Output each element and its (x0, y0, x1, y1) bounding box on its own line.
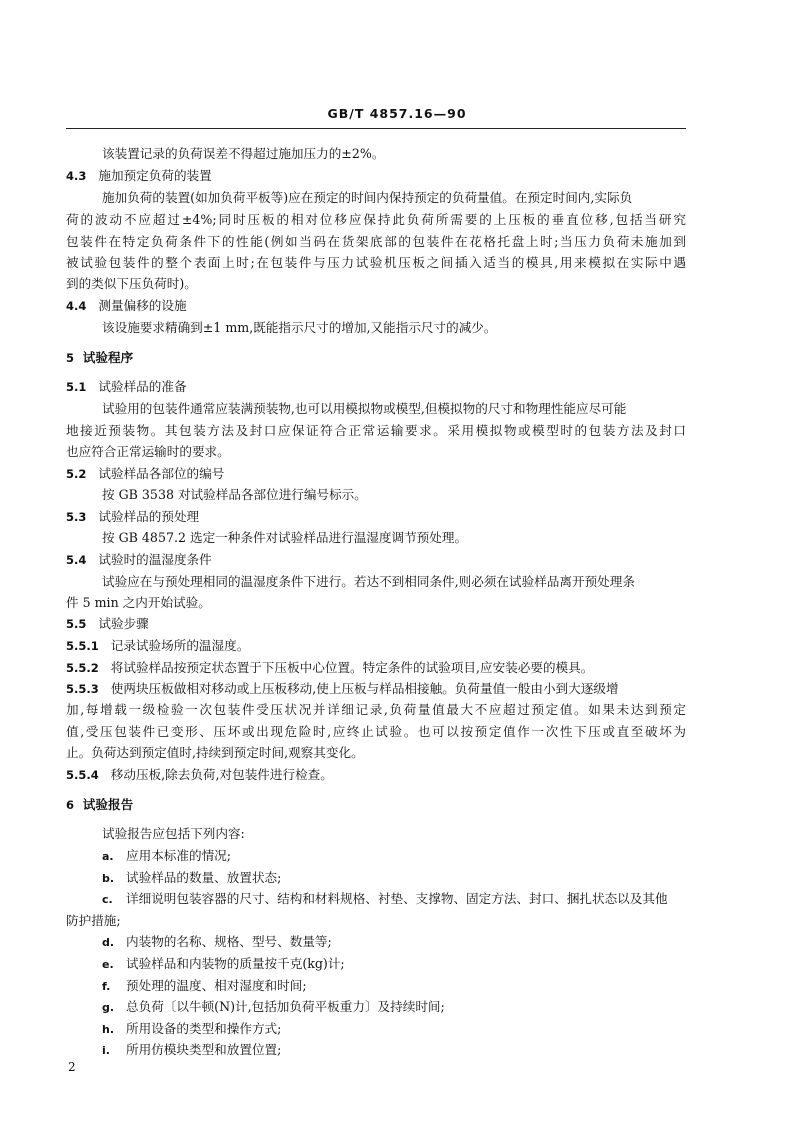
list-item: c. 详细说明包装容器的尺寸、结构和材料规格、衬垫、支撑物、固定方法、封口、捆扎状态以及其他 (102, 891, 668, 906)
list-item: f. 预处理的温度、相对湿度和时间; (102, 978, 307, 993)
paragraph-line: 按 GB 3538 对试验样品各部位进行编号标示。 (102, 487, 367, 502)
section-5-1-heading: 5.1 试验样品的准备 (66, 379, 187, 394)
paragraph-line: 加,每增载一级检验一次包装件受压状况并详细记录,负荷量值最大不应超过预定值。如果未达到预定 (66, 702, 686, 717)
section-5-3-heading: 5.3 试验样品的预处理 (66, 509, 200, 524)
list-item: g. 总负荷〔以牛顿(N)计,包括加负荷平板重力〕及持续时间; (102, 999, 445, 1014)
paragraph-line: 荷的波动不应超过±4%;同时压板的相对位移应保持此负荷所需要的上压板的垂直位移,包括当研究 (66, 212, 686, 227)
paragraph-line: 按 GB 4857.2 选定一种条件对试验样品进行温湿度调节预处理。 (102, 530, 468, 545)
section-5-5-4: 5.5.4 移动压板,除去负荷,对包装件进行检查。 (66, 767, 333, 782)
paragraph-line: 值,受压包装件已变形、压坏或出现危险时,应终止试验。也可以按预定值作一次性下压或直至破坏为 (66, 724, 686, 739)
list-item: e. 试验样品和内装物的质量按千克(kg)计; (102, 956, 345, 971)
header-rule (66, 128, 686, 129)
section-5-5-3: 5.5.3 使两块压板做相对移动或上压板移动,使上压板与样品相接触。负荷量值一般由小到大逐级增 (66, 681, 619, 696)
page-number: 2 (68, 1060, 76, 1074)
section-4-4-heading: 4.4 测量偏移的设施 (66, 298, 187, 313)
list-item-continuation: 防护措施; (66, 913, 121, 928)
paragraph-line: 试验报告应包括下列内容: (102, 826, 245, 841)
section-6-heading: 6 试验报告 (66, 797, 134, 812)
paragraph-line: 件 5 min 之内开始试验。 (66, 595, 211, 610)
section-5-5-1: 5.5.1 记录试验场所的温湿度。 (66, 638, 250, 653)
list-item: d. 内装物的名称、规格、型号、数量等; (102, 934, 332, 949)
paragraph-line: 也应符合正常运输时的要求。 (66, 444, 230, 459)
section-5-5-heading: 5.5 试验步骤 (66, 616, 149, 631)
standard-header: GB/T 4857.16—90 (327, 106, 467, 121)
list-item: a. 应用本标准的情况; (102, 848, 231, 863)
paragraph-line: 该装置记录的负荷误差不得超过施加压力的±2%。 (102, 146, 385, 161)
paragraph-line: 止。负荷达到预定值时,持续到预定时间,观察其变化。 (66, 745, 364, 760)
paragraph-line: 地接近预装物。其包装方法及封口应保证符合正常运输要求。采用模拟物或模型时的包装方法及封口 (66, 423, 686, 438)
paragraph-line: 试验应在与预处理相同的温湿度条件下进行。若达不到相同条件,则必须在试验样品离开预处理条 (102, 574, 635, 589)
paragraph-line: 施加负荷的装置(如加负荷平板等)应在预定的时间内保持预定的负荷量值。在预定时间内,实际负 (102, 190, 633, 205)
paragraph-line: 到的类似下压负荷时)。 (66, 276, 197, 291)
list-item: i. 所用仿模块类型和放置位置; (102, 1042, 282, 1057)
paragraph-line: 被试验包装件的整个表面上时;在包装件与压力试验机压板之间插入适当的模具,用来模拟在实际中遇 (66, 255, 686, 270)
paragraph-line: 该设施要求精确到±1 mm,既能指示尺寸的增加,又能指示尺寸的减少。 (102, 320, 497, 335)
paragraph-line: 试验用的包装件通常应装满预装物,也可以用模拟物或模型,但模拟物的尺寸和物理性能应尽可能 (102, 401, 627, 416)
list-item: b. 试验样品的数量、放置状态; (102, 870, 282, 885)
section-5-heading: 5 试验程序 (66, 350, 134, 365)
section-4-3-heading: 4.3 施加预定负荷的装置 (66, 168, 212, 183)
section-5-2-heading: 5.2 试验样品各部位的编号 (66, 466, 225, 481)
section-5-4-heading: 5.4 试验时的温湿度条件 (66, 552, 212, 567)
list-item: h. 所用设备的类型和操作方式; (102, 1021, 282, 1036)
paragraph-line: 包装件在特定负荷条件下的性能(例如当码在货架底部的包装件在花格托盘上时;当压力负荷未施加到 (66, 234, 686, 249)
section-5-5-2: 5.5.2 将试验样品按预定状态置于下压板中心位置。特定条件的试验项目,应安装必要的模具。 (66, 660, 594, 675)
